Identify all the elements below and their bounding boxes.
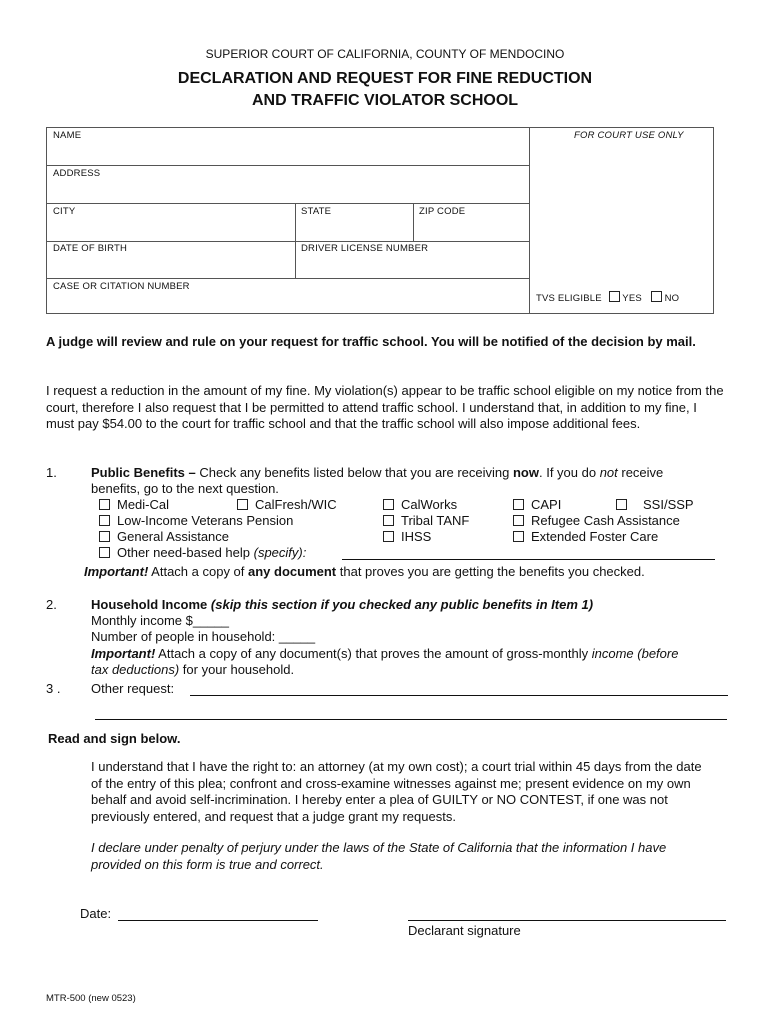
benefit-label: IHSS xyxy=(401,529,432,544)
judge-notice: A judge will review and rule on your request for traffic school. You will be notified of the decision by mail. xyxy=(46,334,696,349)
info-box xyxy=(46,127,714,314)
item2-heading-line xyxy=(91,597,593,612)
benefit-calfresh[interactable] xyxy=(237,497,337,512)
other-request-line-2[interactable] xyxy=(95,719,727,720)
name-field[interactable]: NAME xyxy=(53,130,82,141)
form-title-line2: AND TRAFFIC VIOLATOR SCHOOL xyxy=(251,92,519,109)
important-text: that proves you are getting the benefits you checked. xyxy=(336,564,645,579)
item1-now: now xyxy=(512,465,539,480)
item1-heading: Public Benefits – xyxy=(91,465,196,480)
benefit-medi-cal[interactable] xyxy=(99,497,169,512)
checkbox[interactable] xyxy=(99,531,110,542)
checkbox[interactable] xyxy=(383,515,394,526)
benefit-veterans[interactable] xyxy=(99,513,293,528)
benefit-label: Extended Foster Care xyxy=(531,529,659,544)
checkbox[interactable] xyxy=(99,499,110,510)
form-title-line1: DECLARATION AND REQUEST FOR FINE REDUCTION xyxy=(177,70,593,87)
divider xyxy=(295,203,296,278)
item1-number: 1. xyxy=(46,465,57,480)
benefit-foster-care[interactable] xyxy=(513,529,658,544)
benefit-ssi-ssp[interactable] xyxy=(616,497,694,512)
checkbox[interactable] xyxy=(616,499,627,510)
request-text: I request a reduction in the amount of my fine. My violation(s) appear to be traffic school eligible on my notice from the court, therefore I also request that I be permitted to attend traffic school. I understand that, in addition to my fine, I must pay $54.00 to the court for traffic school and that the traffic school will also impose additional fees. xyxy=(46,383,724,431)
benefit-label: Low-Income Veterans Pension xyxy=(117,513,294,528)
read-sign-heading: Read and sign below. xyxy=(48,731,181,746)
form-id: MTR-500 (new 0523) xyxy=(46,993,136,1004)
important-label: Important! xyxy=(91,646,156,661)
benefit-label: General Assistance xyxy=(117,529,230,544)
checkbox[interactable] xyxy=(383,531,394,542)
important-text: for your household. xyxy=(179,662,295,677)
monthly-income-field[interactable]: Monthly income $_____ xyxy=(91,613,230,628)
important-bold: any document xyxy=(248,564,337,579)
item3-number: 3 . xyxy=(46,681,61,696)
item1-text: receive xyxy=(617,465,664,480)
important-italic: tax deductions) xyxy=(91,662,180,677)
tvs-no-label: NO xyxy=(664,293,680,304)
checkbox[interactable] xyxy=(513,499,524,510)
checkbox[interactable] xyxy=(99,547,110,558)
address-field[interactable]: ADDRESS xyxy=(53,168,101,179)
tvs-eligible-label: TVS ELIGIBLE xyxy=(536,293,602,304)
checkbox[interactable] xyxy=(513,531,524,542)
city-field[interactable]: CITY xyxy=(53,206,76,217)
tvs-no-checkbox[interactable] xyxy=(651,291,662,302)
benefit-ihss[interactable] xyxy=(383,529,431,544)
court-use-divider xyxy=(529,128,530,313)
item2-important-line2 xyxy=(91,662,294,677)
dl-field[interactable]: DRIVER LICENSE NUMBER xyxy=(301,243,429,254)
benefit-label: Medi-Cal xyxy=(117,497,170,512)
rights-text: I understand that I have the right to: an attorney (at my own cost); a court trial within 45 days from the date of the entry of this plea; confront and cross-examine witnesses against me; present evidence on my own behalf and avoid self-incrimination. I hereby enter a plea of GUILTY or NO CONTEST, if one was not previously entered, and request that a judge grant my requests. xyxy=(91,759,702,824)
benefit-label: CAPI xyxy=(531,497,562,512)
item1-heading-line xyxy=(91,465,663,480)
case-field[interactable]: CASE OR CITATION NUMBER xyxy=(53,281,190,292)
item1-text: Check any benefits listed below that you are receiving xyxy=(195,465,513,480)
benefit-label: Refugee Cash Assistance xyxy=(531,513,680,528)
benefit-tribal-tanf[interactable] xyxy=(383,513,469,528)
tvs-yes-label: YES xyxy=(622,293,642,304)
benefit-capi[interactable] xyxy=(513,497,561,512)
benefit-other[interactable] xyxy=(99,545,306,560)
item2-important xyxy=(91,646,678,661)
divider xyxy=(47,241,529,242)
signature-label: Declarant signature xyxy=(408,923,521,938)
checkbox[interactable] xyxy=(237,499,248,510)
benefit-other-label: Other need-based help xyxy=(117,545,254,560)
important-text: Attach a copy of xyxy=(148,564,249,579)
checkbox[interactable] xyxy=(383,499,394,510)
dob-field[interactable]: DATE OF BIRTH xyxy=(53,243,128,254)
tvs-eligible-row xyxy=(536,291,679,304)
benefit-label: CalWorks xyxy=(401,497,458,512)
benefit-refugee[interactable] xyxy=(513,513,680,528)
item1-important xyxy=(84,564,645,579)
court-name: SUPERIOR COURT OF CALIFORNIA, COUNTY OF MENDOCINO xyxy=(205,47,565,61)
other-benefit-input-line[interactable] xyxy=(342,559,715,560)
benefit-calworks[interactable] xyxy=(383,497,457,512)
checkbox[interactable] xyxy=(513,515,524,526)
date-input-line[interactable] xyxy=(118,920,318,921)
item2-heading: Household Income xyxy=(91,597,208,612)
divider xyxy=(47,165,529,166)
item2-number: 2. xyxy=(46,597,57,612)
other-request-label: Other request: xyxy=(91,681,175,696)
divider xyxy=(47,278,529,279)
divider xyxy=(47,203,529,204)
benefit-label: CalFresh/WIC xyxy=(255,497,337,512)
item1-text: . If you do xyxy=(538,465,600,480)
important-italic: income (before xyxy=(591,646,679,661)
state-field[interactable]: STATE xyxy=(301,206,332,217)
important-text: Attach a copy of any document(s) that proves the amount of gross-monthly xyxy=(155,646,592,661)
date-label: Date: xyxy=(80,906,112,921)
checkbox[interactable] xyxy=(99,515,110,526)
benefit-label: Tribal TANF xyxy=(401,513,470,528)
benefit-other-specify: (specify): xyxy=(253,545,307,560)
zip-field[interactable]: ZIP CODE xyxy=(419,206,466,217)
benefit-general-assistance[interactable] xyxy=(99,529,229,544)
perjury-statement: I declare under penalty of perjury under the laws of the State of California that the information I have provided on this form is true and correct. xyxy=(91,840,667,872)
important-label: Important! xyxy=(84,564,149,579)
tvs-yes-checkbox[interactable] xyxy=(609,291,620,302)
court-use-label: FOR COURT USE ONLY xyxy=(574,130,684,141)
divider xyxy=(413,203,414,241)
other-request-line-1[interactable] xyxy=(190,695,728,696)
item2-skip: (skip this section if you checked any public benefits in Item 1) xyxy=(207,597,594,612)
item1-not: not xyxy=(599,465,618,480)
household-size-field[interactable]: Number of people in household: _____ xyxy=(91,629,316,644)
signature-line[interactable] xyxy=(408,920,726,921)
item1-line2: benefits, go to the next question. xyxy=(91,481,279,496)
benefit-label: SSI/SSP xyxy=(643,497,694,512)
